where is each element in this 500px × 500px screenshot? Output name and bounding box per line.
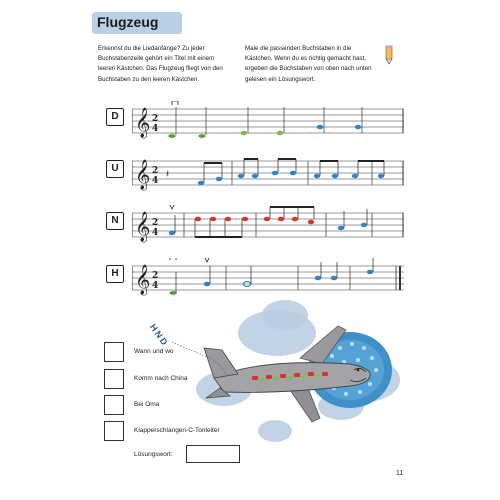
svg-text:2: 2	[152, 114, 159, 124]
music-staff-row-n	[132, 205, 404, 245]
answer-box-komm-nach-china[interactable]	[104, 369, 124, 389]
trail-letters: HND	[147, 322, 171, 349]
option-label-komm-nach-china: Komm nach China	[134, 375, 188, 382]
svg-text:𝄞: 𝄞	[135, 108, 151, 138]
svg-text:𝄽: 𝄽	[166, 169, 170, 180]
svg-text:2: 2	[152, 271, 159, 281]
svg-text:2: 2	[152, 218, 159, 228]
option-label-wann-und-wo: Wann und wo	[134, 348, 174, 355]
music-staff-row-d	[132, 101, 404, 141]
svg-text:𝄞: 𝄞	[135, 265, 151, 295]
instruction-left: Erkennst du die Liedanfänge? Zu jeder Buchstabenzeile gehört ein Titel mit einem leeren Kästchen. Das Flugzeug fliegt von den Buchstaben zu den leeren Kästchen.	[98, 45, 223, 83]
option-label-bei-oma: Bei Oma	[134, 401, 160, 408]
row-letter-n: N	[106, 212, 124, 230]
svg-text:4: 4	[152, 228, 159, 238]
solution-input-box[interactable]	[186, 445, 240, 463]
answer-box-wann-und-wo[interactable]	[104, 342, 124, 362]
instruction-right: Male die passenden Buchstaben in die Kästchen. Wenn du es richtig gemacht hast, ergeben die Buchstaben von oben nach unten gelesen ein Lösungswort.	[245, 45, 372, 83]
svg-text:4: 4	[152, 124, 159, 134]
answer-box-bei-oma[interactable]	[104, 395, 124, 415]
solution-label: Lösungswort:	[134, 451, 173, 458]
music-staff-row-h	[132, 258, 404, 298]
airplane-illustration	[200, 318, 400, 428]
music-staff-row-u	[132, 153, 404, 193]
answer-box-klapperschlangen[interactable]	[104, 421, 124, 441]
svg-text:4: 4	[152, 176, 159, 186]
row-letter-h: H	[106, 265, 124, 283]
page-title: Flugzeug	[97, 14, 159, 30]
pencil-icon	[382, 44, 396, 66]
svg-text:𝄞: 𝄞	[135, 160, 151, 190]
row-letter-d: D	[106, 108, 124, 126]
svg-text:𝄞: 𝄞	[135, 212, 151, 242]
option-label-klapperschlangen: Klapperschlangen-C-Tonleiter	[134, 427, 220, 434]
page-number: 11	[396, 470, 404, 477]
svg-text:2: 2	[152, 166, 159, 176]
flight-path-line	[170, 340, 230, 380]
row-letter-u: U	[106, 160, 124, 178]
svg-text:4: 4	[152, 281, 159, 291]
